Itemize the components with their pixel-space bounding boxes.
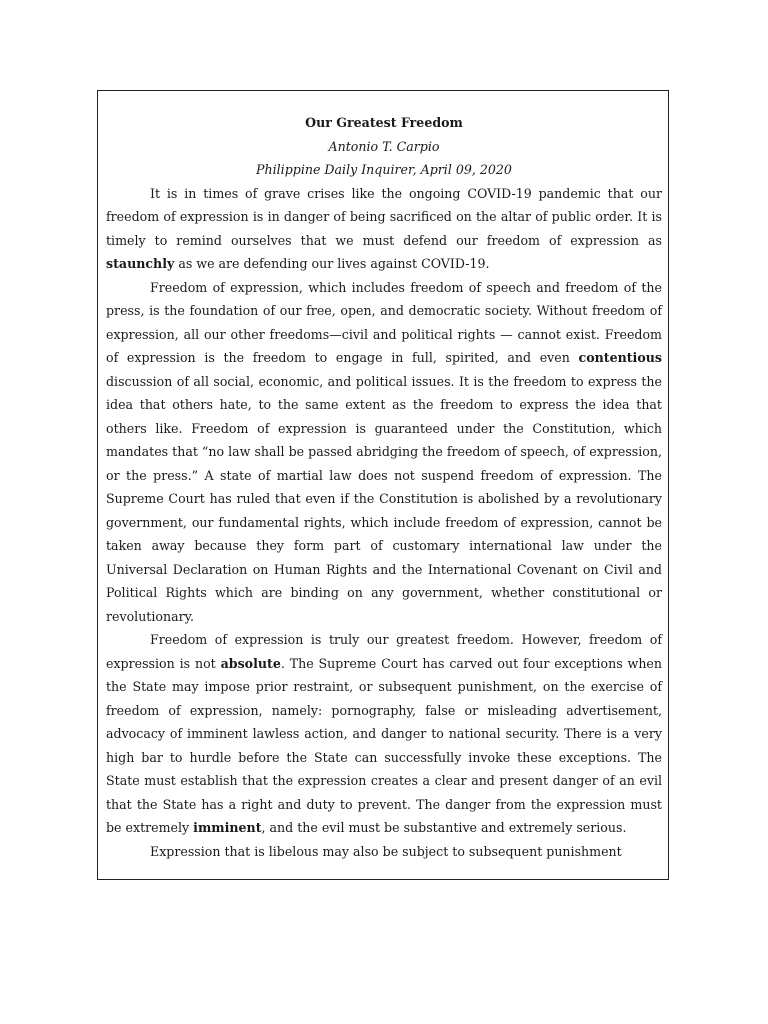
emphasized-word: absolute <box>220 655 281 671</box>
paragraph-text: Freedom of expression, which includes freedom of speech and freedom of the press, is the foundation of our free, open, and democratic society. Without freedom of expression, all our other freedoms—civil and political rights — cannot exist. Freedom of expression is the freedom to engage in full, spirited, and even <box>106 279 662 365</box>
paragraph-text: , and the evil must be substantive and extremely serious. <box>261 820 627 835</box>
paragraph-4 <box>106 840 662 864</box>
paragraph-text: . The Supreme Court has carved out four exceptions when the State may impose prior restraint, or subsequent punishment, on the exercise of freedom of expression, namely: pornography, false or misleading advertisement, advocacy of imminent lawless action, and danger to national security. There is a very high bar to hurdle before the State can successfully invoke these exceptions. The State must establish that the expression creates a clear and present danger of an evil that the State has a right and duty to prevent. The danger from the expression must be extremely <box>106 655 662 835</box>
document-content <box>106 111 662 863</box>
article-source: Philippine Daily Inquirer, April 09, 2020 <box>256 162 512 177</box>
emphasized-word: contentious <box>578 350 662 365</box>
article-title: Our Greatest Freedom <box>305 115 463 130</box>
paragraph-text: Freedom of expression is truly our greatest freedom. However, freedom of expression is not <box>106 632 662 671</box>
paragraph-3 <box>106 628 662 840</box>
paragraph-text: discussion of all social, economic, and political issues. It is the freedom to express the idea that others hate, to the same extent as the freedom to express the idea that others like. Freedom of expression is guaranteed under the Constitution, which mandates that “no law shall be passed abridging the freedom of speech, of expression, or the press.” A state of martial law does not suspend freedom of expression. The Supreme Court has ruled that even if the Constitution is abolished by a revolutionary government, our fundamental rights, which include freedom of expression, cannot be taken away because they form part of customary international law under the Universal Declaration on Human Rights and the International Covenant on Civil and Political Rights which are binding on any government, whether constitutional or revolutionary. <box>106 373 662 624</box>
emphasized-word: staunchly <box>106 256 175 271</box>
document-page <box>97 90 669 880</box>
paragraph-1 <box>106 182 662 276</box>
emphasized-word: imminent <box>193 820 262 835</box>
article-author: Antonio T. Carpio <box>328 138 440 154</box>
paragraph-text: as we are defending our lives against COVID-19. <box>174 256 490 271</box>
paragraph-text: Expression that is libelous may also be subject to subsequent punishment <box>150 843 622 859</box>
paragraph-2 <box>106 276 662 629</box>
paragraph-text: It is in times of grave crises like the ongoing COVID-19 pandemic that our freedom of expression is in danger of being sacrificed on the altar of public order. It is timely to remind ourselves that we must defend our freedom of expression as <box>106 185 662 248</box>
